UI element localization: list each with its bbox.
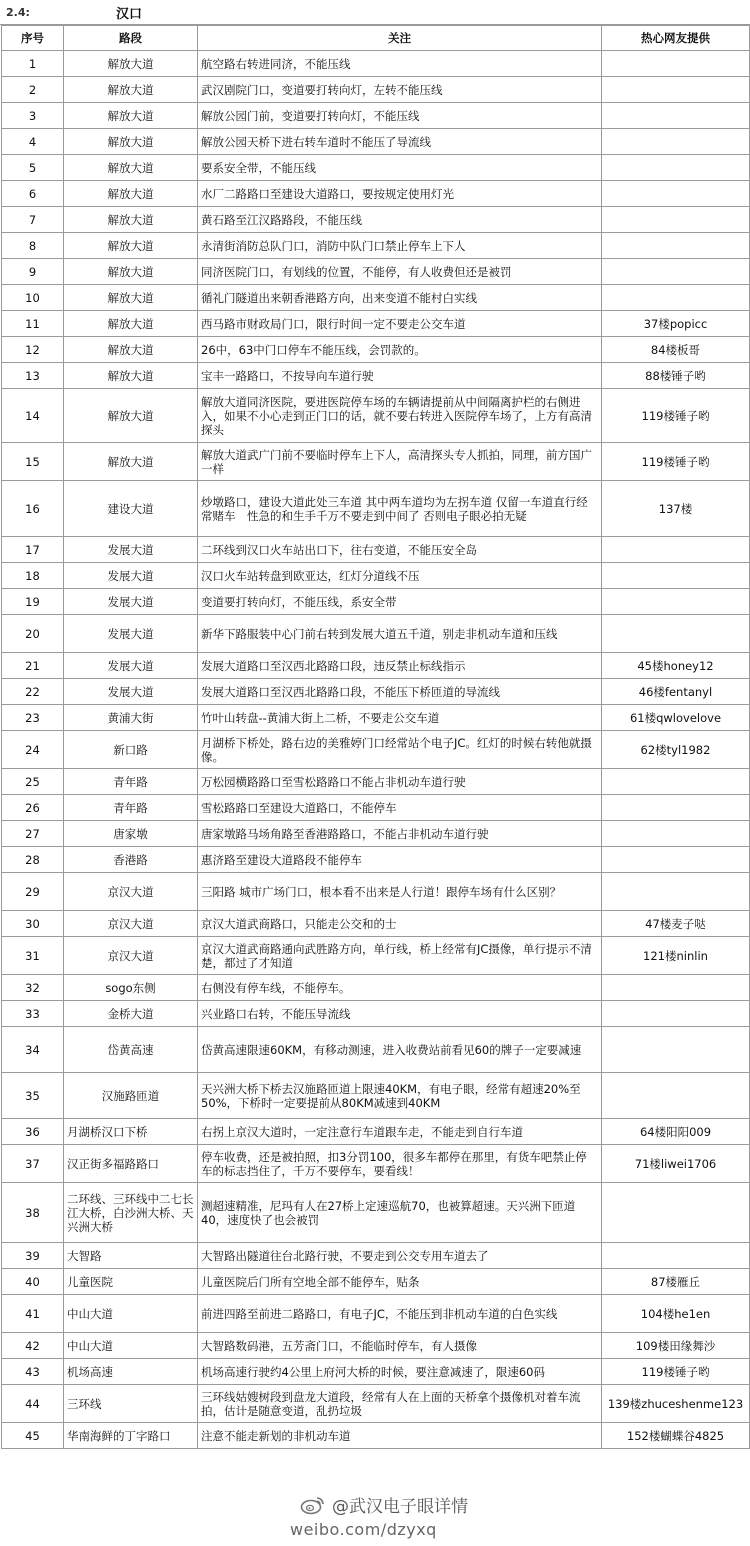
table-row	[2, 207, 750, 233]
table-row	[2, 795, 750, 821]
row-contributor	[602, 563, 750, 589]
table-row	[2, 1243, 750, 1269]
row-note: 儿童医院后门所有空地全部不能停车，贴条	[198, 1269, 602, 1295]
section-tag: 2.4:	[6, 5, 30, 19]
table-row	[2, 679, 750, 705]
row-number: 31	[2, 937, 64, 975]
row-road: 解放大道	[64, 259, 198, 285]
row-note: 发展大道路口至汉西北路路口段，违反禁止标线指示	[198, 653, 602, 679]
table-row	[2, 537, 750, 563]
row-number: 23	[2, 705, 64, 731]
table-row	[2, 769, 750, 795]
row-note: 停车收费，还是被拍照，扣3分罚100，很多车都停在那里，有货车吧禁止停车的标志挡住了，千万不要停车，要看线！	[198, 1145, 602, 1183]
row-note: 26中，63中门口停车不能压线，会罚款的。	[198, 337, 602, 363]
row-contributor	[602, 1243, 750, 1269]
row-note: 大智路出隧道往台北路行驶，不要走到公交专用车道去了	[198, 1243, 602, 1269]
row-number: 34	[2, 1027, 64, 1073]
row-contributor: 119楼锤子哟	[602, 443, 750, 481]
row-number: 14	[2, 389, 64, 443]
row-note: 汉口火车站转盘到欧亚达，红灯分道线不压	[198, 563, 602, 589]
row-number: 17	[2, 537, 64, 563]
row-road: 解放大道	[64, 51, 198, 77]
row-road: 解放大道	[64, 181, 198, 207]
row-note: 要系安全带，不能压线	[198, 155, 602, 181]
table-row	[2, 155, 750, 181]
row-contributor: 71楼liwei1706	[602, 1145, 750, 1183]
row-number: 19	[2, 589, 64, 615]
row-road: 建设大道	[64, 481, 198, 537]
row-number: 15	[2, 443, 64, 481]
table-row	[2, 337, 750, 363]
row-contributor	[602, 51, 750, 77]
row-number: 25	[2, 769, 64, 795]
table-row	[2, 731, 750, 769]
table-row	[2, 1269, 750, 1295]
table-row	[2, 1027, 750, 1073]
row-note: 大智路数码港，五芳斋门口，不能临时停车，有人摄像	[198, 1333, 602, 1359]
row-road: 解放大道	[64, 233, 198, 259]
row-road: 青年路	[64, 795, 198, 821]
row-contributor	[602, 259, 750, 285]
row-note: 解放大道武广门前不要临时停车上下人，高清探头专人抓拍，同理，前方国广一样	[198, 443, 602, 481]
row-contributor: 37楼popicc	[602, 311, 750, 337]
city-title: 汉口	[116, 6, 143, 22]
row-number: 18	[2, 563, 64, 589]
row-note: 宝丰一路路口，不按导向车道行驶	[198, 363, 602, 389]
row-number: 39	[2, 1243, 64, 1269]
table-row	[2, 1423, 750, 1449]
row-number: 36	[2, 1119, 64, 1145]
row-number: 7	[2, 207, 64, 233]
row-note: 京汉大道武商路口，只能走公交和的士	[198, 911, 602, 937]
row-note: 注意不能走新划的非机动车道	[198, 1423, 602, 1449]
row-road: 发展大道	[64, 653, 198, 679]
row-contributor	[602, 589, 750, 615]
row-number: 28	[2, 847, 64, 873]
row-road: sogo东侧	[64, 975, 198, 1001]
row-contributor: 119楼锤子哟	[602, 1359, 750, 1385]
row-contributor	[602, 181, 750, 207]
row-road: 解放大道	[64, 155, 198, 181]
row-note: 航空路右转进同济，不能压线	[198, 51, 602, 77]
table-row	[2, 1119, 750, 1145]
row-contributor: 46楼fentanyl	[602, 679, 750, 705]
row-contributor	[602, 873, 750, 911]
row-number: 1	[2, 51, 64, 77]
row-road: 华南海鲜的丁字路口	[64, 1423, 198, 1449]
row-contributor	[602, 537, 750, 563]
row-note: 永清街消防总队门口，消防中队门口禁止停车上下人	[198, 233, 602, 259]
table-row	[2, 563, 750, 589]
row-note: 万松园横路路口至雪松路路口不能占非机动车道行驶	[198, 769, 602, 795]
row-contributor: 104楼he1en	[602, 1295, 750, 1333]
row-contributor	[602, 1183, 750, 1243]
row-road: 新口路	[64, 731, 198, 769]
row-note: 发展大道路口至汉西北路路口段，不能压下桥匝道的导流线	[198, 679, 602, 705]
watermark-footer	[0, 1488, 750, 1546]
row-note: 炒墩路口，建设大道此处三车道 其中两车道均为左拐车道 仅留一车道直行经常赌车 性急的和生手千万不要走到中间了 否则电子眼必拍无疑	[198, 481, 602, 537]
row-road: 解放大道	[64, 311, 198, 337]
row-road: 解放大道	[64, 207, 198, 233]
row-contributor: 62楼tyl1982	[602, 731, 750, 769]
row-note: 变道要打转向灯，不能压线，系安全带	[198, 589, 602, 615]
row-note: 唐家墩路马场角路至香港路路口，不能占非机动车道行驶	[198, 821, 602, 847]
row-road: 三环线	[64, 1385, 198, 1423]
row-number: 13	[2, 363, 64, 389]
row-road: 青年路	[64, 769, 198, 795]
row-road: 大智路	[64, 1243, 198, 1269]
table-row	[2, 363, 750, 389]
row-road: 金桥大道	[64, 1001, 198, 1027]
row-contributor: 88楼锤子哟	[602, 363, 750, 389]
table-row	[2, 103, 750, 129]
row-note: 右侧没有停车线，不能停车。	[198, 975, 602, 1001]
row-road: 解放大道	[64, 443, 198, 481]
table-row	[2, 389, 750, 443]
row-road: 月湖桥汉口下桥	[64, 1119, 198, 1145]
row-number: 12	[2, 337, 64, 363]
row-note: 解放大道同济医院，要进医院停车场的车辆请提前从中间隔离护栏的右侧进入，如果不小心走到正门口的话，就不要右转进入医院停车场了，上方有高清探头	[198, 389, 602, 443]
row-contributor	[602, 129, 750, 155]
row-road: 发展大道	[64, 679, 198, 705]
row-contributor: 139楼zhuceshenme123	[602, 1385, 750, 1423]
row-number: 21	[2, 653, 64, 679]
row-contributor	[602, 795, 750, 821]
table-row	[2, 589, 750, 615]
row-note: 循礼门隧道出来朝香港路方向，出来变道不能村白实线	[198, 285, 602, 311]
row-number: 40	[2, 1269, 64, 1295]
row-note: 兴业路口右转，不能压导流线	[198, 1001, 602, 1027]
row-note: 测超速精准，尼玛有人在27桥上定速巡航70，也被算超速。天兴洲下匝道40，速度快了也会被罚	[198, 1183, 602, 1243]
row-note: 三环线姑嫂树段到盘龙大道段，经常有人在上面的天桥拿个摄像机对着车流拍，估计是随意变道，乱扔垃圾	[198, 1385, 602, 1423]
row-contributor	[602, 847, 750, 873]
row-contributor	[602, 285, 750, 311]
row-contributor: 61楼qwlovelove	[602, 705, 750, 731]
row-number: 26	[2, 795, 64, 821]
row-note: 机场高速行驶约4公里上府河大桥的时候，要注意减速了，限速60码	[198, 1359, 602, 1385]
row-note: 水厂二路路口至建设大道路口，要按规定使用灯光	[198, 181, 602, 207]
table-body	[2, 51, 750, 1449]
row-number: 35	[2, 1073, 64, 1119]
violation-table	[1, 25, 750, 1449]
row-contributor: 47楼麦子哒	[602, 911, 750, 937]
row-road: 中山大道	[64, 1295, 198, 1333]
row-note: 武汉剧院门口，变道要打转向灯，左转不能压线	[198, 77, 602, 103]
row-contributor: 45楼honey12	[602, 653, 750, 679]
row-note: 解放公园天桥下进右转车道时不能压了导流线	[198, 129, 602, 155]
row-contributor	[602, 769, 750, 795]
row-number: 29	[2, 873, 64, 911]
row-note: 京汉大道武商路通向武胜路方向，单行线，桥上经常有JC摄像，单行提示不清楚，都过了才知道	[198, 937, 602, 975]
row-number: 45	[2, 1423, 64, 1449]
row-contributor: 109楼田缘舞沙	[602, 1333, 750, 1359]
table-row	[2, 1385, 750, 1423]
row-number: 4	[2, 129, 64, 155]
row-contributor	[602, 1073, 750, 1119]
sheet-title-bar	[0, 0, 750, 25]
row-road: 儿童医院	[64, 1269, 198, 1295]
row-number: 6	[2, 181, 64, 207]
table-row	[2, 821, 750, 847]
row-road: 京汉大道	[64, 911, 198, 937]
table-row	[2, 937, 750, 975]
row-number: 37	[2, 1145, 64, 1183]
row-number: 16	[2, 481, 64, 537]
table-row	[2, 975, 750, 1001]
table-row	[2, 311, 750, 337]
row-road: 香港路	[64, 847, 198, 873]
weibo-logo-icon	[300, 1495, 326, 1515]
row-road: 汉正街多福路路口	[64, 1145, 198, 1183]
row-note: 月湖桥下桥处，路右边的美雅婷门口经常站个电子JC。红灯的时候右转他就摄像。	[198, 731, 602, 769]
table-row	[2, 1145, 750, 1183]
row-number: 9	[2, 259, 64, 285]
row-road: 解放大道	[64, 337, 198, 363]
table-row	[2, 181, 750, 207]
row-road: 唐家墩	[64, 821, 198, 847]
row-number: 32	[2, 975, 64, 1001]
table-row	[2, 443, 750, 481]
table-row	[2, 1333, 750, 1359]
weibo-url: weibo.com/dzyxq	[290, 1520, 437, 1539]
table-row	[2, 1001, 750, 1027]
row-road: 机场高速	[64, 1359, 198, 1385]
table-row	[2, 873, 750, 911]
row-note: 竹叶山转盘--黄浦大街上二桥，不要走公交车道	[198, 705, 602, 731]
table-row	[2, 1359, 750, 1385]
row-note: 西马路市财政局门口，限行时间一定不要走公交车道	[198, 311, 602, 337]
table-row	[2, 77, 750, 103]
row-note: 同济医院门口，有划线的位置，不能停，有人收费但还是被罚	[198, 259, 602, 285]
row-road: 岱黄高速	[64, 1027, 198, 1073]
row-contributor: 87楼雁丘	[602, 1269, 750, 1295]
row-number: 38	[2, 1183, 64, 1243]
col-header-road: 路段	[64, 26, 198, 51]
table-row	[2, 1073, 750, 1119]
row-road: 中山大道	[64, 1333, 198, 1359]
table-row	[2, 911, 750, 937]
row-road: 解放大道	[64, 389, 198, 443]
row-contributor: 137楼	[602, 481, 750, 537]
row-road: 解放大道	[64, 285, 198, 311]
table-row	[2, 51, 750, 77]
row-contributor	[602, 1027, 750, 1073]
row-note: 新华下路服装中心门前右转到发展大道五千道，别走非机动车道和压线	[198, 615, 602, 653]
row-note: 岱黄高速限速60KM，有移动测速，进入收费站前看见60的牌子一定要减速	[198, 1027, 602, 1073]
row-number: 41	[2, 1295, 64, 1333]
row-number: 3	[2, 103, 64, 129]
row-road: 解放大道	[64, 103, 198, 129]
row-contributor	[602, 207, 750, 233]
row-road: 发展大道	[64, 589, 198, 615]
row-contributor: 121楼ninlin	[602, 937, 750, 975]
table-row	[2, 129, 750, 155]
row-number: 8	[2, 233, 64, 259]
row-road: 京汉大道	[64, 873, 198, 911]
row-note: 黄石路至江汉路路段，不能压线	[198, 207, 602, 233]
row-number: 20	[2, 615, 64, 653]
table-row	[2, 847, 750, 873]
table-row	[2, 259, 750, 285]
row-number: 30	[2, 911, 64, 937]
row-number: 22	[2, 679, 64, 705]
row-number: 33	[2, 1001, 64, 1027]
col-header-contributor: 热心网友提供	[602, 26, 750, 51]
row-road: 解放大道	[64, 77, 198, 103]
table-header-row	[2, 26, 750, 51]
row-road: 二环线、三环线中二七长江大桥，白沙洲大桥、天兴洲大桥	[64, 1183, 198, 1243]
row-contributor	[602, 821, 750, 847]
row-contributor	[602, 155, 750, 181]
row-road: 解放大道	[64, 363, 198, 389]
row-contributor	[602, 77, 750, 103]
row-note: 三阳路 城市广场门口，根本看不出来是人行道！跟停车场有什么区别？	[198, 873, 602, 911]
row-contributor	[602, 975, 750, 1001]
row-contributor: 119楼锤子哟	[602, 389, 750, 443]
row-note: 右拐上京汉大道时，一定注意行车道跟车走，不能走到自行车道	[198, 1119, 602, 1145]
table-row	[2, 233, 750, 259]
row-note: 雪松路路口至建设大道路口，不能停车	[198, 795, 602, 821]
row-note: 前进四路至前进二路路口，有电子JC，不能压到非机动车道的白色实线	[198, 1295, 602, 1333]
col-header-note: 关注	[198, 26, 602, 51]
row-number: 42	[2, 1333, 64, 1359]
row-number: 27	[2, 821, 64, 847]
row-number: 11	[2, 311, 64, 337]
row-contributor	[602, 103, 750, 129]
col-header-no: 序号	[2, 26, 64, 51]
row-road: 解放大道	[64, 129, 198, 155]
row-note: 惠济路至建设大道路段不能停车	[198, 847, 602, 873]
row-contributor	[602, 615, 750, 653]
row-contributor: 152楼蝴蝶谷4825	[602, 1423, 750, 1449]
weibo-handle: @武汉电子眼详情	[332, 1497, 468, 1517]
row-number: 10	[2, 285, 64, 311]
table-row	[2, 1295, 750, 1333]
table-row	[2, 615, 750, 653]
table-row	[2, 285, 750, 311]
row-note: 解放公园门前，变道要打转向灯，不能压线	[198, 103, 602, 129]
table-row	[2, 481, 750, 537]
table-row	[2, 705, 750, 731]
row-contributor: 84楼板哥	[602, 337, 750, 363]
weibo-credit	[300, 1492, 468, 1517]
row-number: 44	[2, 1385, 64, 1423]
row-road: 发展大道	[64, 615, 198, 653]
row-contributor: 64楼阳阳009	[602, 1119, 750, 1145]
row-road: 黄浦大街	[64, 705, 198, 731]
table-row	[2, 653, 750, 679]
row-note: 天兴洲大桥下桥去汉施路匝道上限速40KM，有电子眼，经常有超速20%至50%，下桥时一定要提前从80KM减速到40KM	[198, 1073, 602, 1119]
row-number: 5	[2, 155, 64, 181]
table-row	[2, 1183, 750, 1243]
row-number: 43	[2, 1359, 64, 1385]
row-number: 2	[2, 77, 64, 103]
row-number: 24	[2, 731, 64, 769]
row-contributor	[602, 1001, 750, 1027]
row-note: 二环线到汉口火车站出口下，往右变道，不能压安全岛	[198, 537, 602, 563]
row-road: 京汉大道	[64, 937, 198, 975]
row-road: 汉施路匝道	[64, 1073, 198, 1119]
row-road: 发展大道	[64, 563, 198, 589]
row-road: 发展大道	[64, 537, 198, 563]
row-contributor	[602, 233, 750, 259]
